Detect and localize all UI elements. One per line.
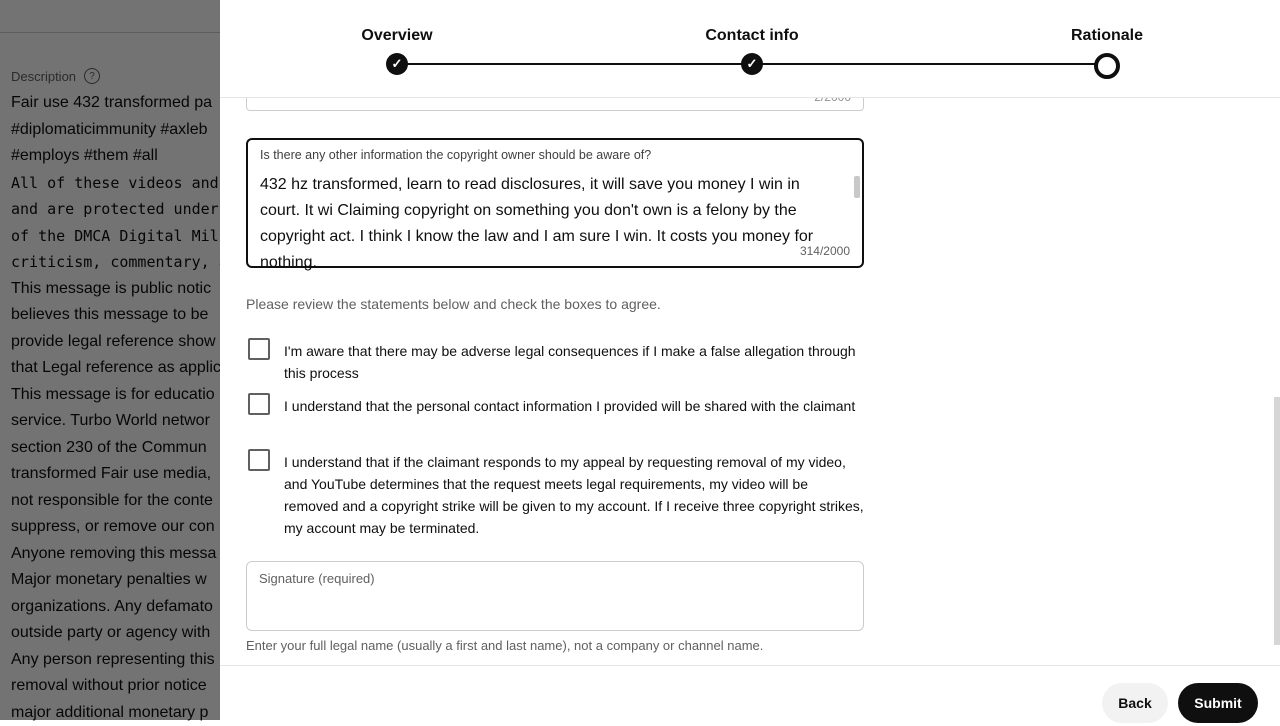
statement-text: I understand that the personal contact information I provided will be shared with the claimant (284, 395, 864, 417)
signature-hint: Enter your full legal name (usually a first and last name), not a company or channel name. (246, 638, 763, 653)
check-icon: ✓ (741, 53, 763, 75)
other-info-textarea[interactable] (246, 138, 864, 268)
textarea-scrollbar[interactable] (854, 176, 860, 198)
statement-text: I'm aware that there may be adverse legal consequences if I make a false allegation through this process (284, 340, 864, 384)
step-overview-label: Overview (361, 27, 432, 45)
check-icon: ✓ (386, 53, 408, 75)
checkbox[interactable] (248, 338, 270, 360)
submit-button[interactable]: Submit (1178, 683, 1258, 723)
back-button[interactable]: Back (1102, 683, 1168, 723)
checkbox[interactable] (248, 449, 270, 471)
statement-text: I understand that if the claimant responds to my appeal by requesting removal of my video, and YouTube determines that the request meets legal requirements, my video will be removed and a copyright strike will be given to my account. If I receive three copyright strikes, my account may be terminated. (284, 451, 864, 539)
dialog-scrollbar[interactable] (1274, 397, 1280, 645)
stepper (220, 0, 1280, 98)
appeal-dialog (220, 0, 1280, 720)
statement-legal-consequences (248, 340, 868, 384)
character-count: 314/2000 (800, 244, 850, 258)
step-rationale-label: Rationale (1071, 27, 1143, 45)
dialog-content (220, 97, 1280, 665)
statement-copyright-strike (248, 451, 868, 539)
signature-label: Signature (required) (259, 571, 375, 586)
review-instructions: Please review the statements below and check the boxes to agree. (246, 296, 661, 312)
checkbox[interactable] (248, 393, 270, 415)
statement-contact-shared (248, 395, 868, 417)
current-step-icon (1094, 53, 1120, 79)
step-contact-info-label: Contact info (705, 27, 798, 45)
signature-field[interactable] (246, 561, 864, 631)
other-info-label: Is there any other information the copyright owner should be aware of? (260, 148, 651, 162)
dialog-footer (220, 665, 1280, 721)
other-info-value[interactable]: 432 hz transformed, learn to read disclosures, it will save you money I win in court. It wi Claiming copyright on something you don't own is a felony by the copyright act. I think I know the law and I am sure I win. It costs you money for nothing. (260, 172, 840, 232)
